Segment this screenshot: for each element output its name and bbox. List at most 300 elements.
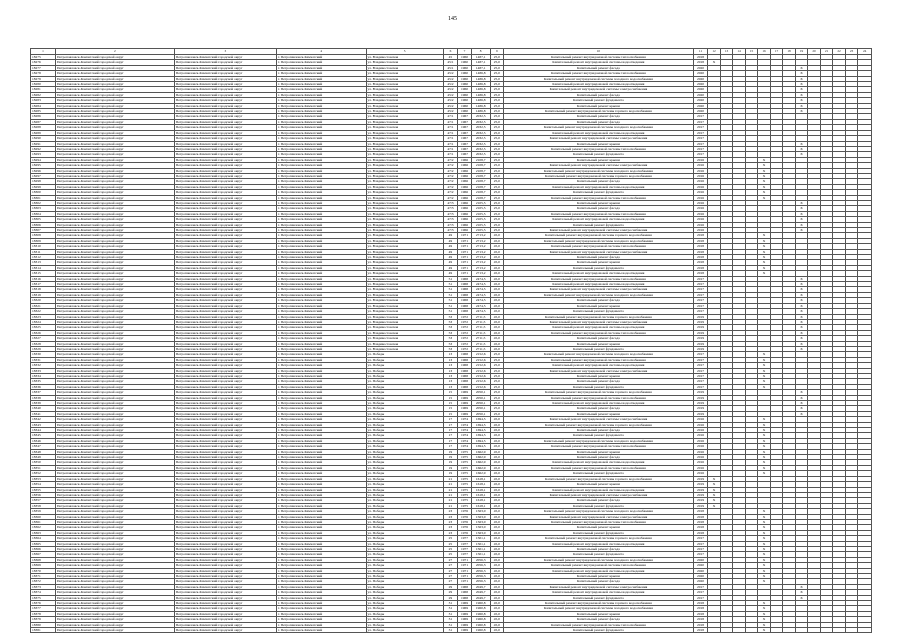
work-type-cell: Капитальный ремонт фундамента (504, 190, 694, 195)
column-header: 17 (770, 49, 783, 55)
year-built-cell: 1967 (458, 130, 472, 135)
work-type-cell: Капитальный ремонт внутридомовой системы водоотведения (504, 130, 694, 135)
repair-year-cell: 2017 (693, 373, 708, 378)
work-type-cell: Капитальный ремонт внутридомовой системы электроснабжения (504, 87, 694, 92)
area-cell: 2050,1 (471, 406, 490, 411)
wear-cell: 45,0 (490, 422, 504, 427)
repair-year-cell: 2018 (693, 244, 708, 249)
repair-year-cell: 2020 (693, 76, 708, 81)
municipality-cell: Петропавловск-Камчатский городской округ (174, 563, 276, 568)
wear-cell: 25,0 (490, 109, 504, 114)
district-cell: Петропавловск-Камчатский городской округ (56, 401, 175, 406)
area-cell: 2713,2 (471, 233, 490, 238)
row-number: 18310 (31, 244, 56, 249)
municipality-cell: Петропавловск-Камчатский городской округ (174, 309, 276, 314)
locality-cell: г. Петропавловск-Камчатский (276, 157, 366, 162)
locality-cell: г. Петропавловск-Камчатский (276, 438, 366, 443)
work-type-cell: Капитальный ремонт внутридомовой системы горячего водоснабжения (504, 422, 694, 427)
mark-cell: X (795, 406, 808, 411)
area-cell: 1662,9 (471, 449, 490, 454)
mark-cell: X (795, 222, 808, 227)
row-number: 18353 (31, 476, 56, 481)
work-type-cell: Капитальный ремонт фундамента (504, 222, 694, 227)
locality-cell: г. Петропавловск-Камчатский (276, 390, 366, 395)
street-cell: ул. Владивостокская (366, 276, 443, 281)
locality-cell: г. Петропавловск-Камчатский (276, 590, 366, 595)
wear-cell: 45,0 (490, 487, 504, 492)
repair-year-cell: 2020 (693, 574, 708, 579)
repair-year-cell: 2017 (693, 309, 708, 314)
work-type-cell: Капитальный ремонт крыши (504, 373, 694, 378)
locality-cell: г. Петропавловск-Камчатский (276, 368, 366, 373)
locality-cell: г. Петропавловск-Камчатский (276, 319, 366, 324)
repair-year-cell: 2018 (693, 255, 708, 260)
row-number: 18276 (31, 60, 56, 65)
repair-year-cell: 2016 (693, 168, 708, 173)
street-cell: ул. Владивостокская (366, 184, 443, 189)
district-cell: Петропавловск-Камчатский городской округ (56, 195, 175, 200)
row-number: 18332 (31, 363, 56, 368)
year-built-cell: 1969 (458, 601, 472, 606)
repair-year-cell: 2018 (693, 55, 708, 60)
municipality-cell: Петропавловск-Камчатский городской округ (174, 87, 276, 92)
street-cell: ул. Владивостокская (366, 87, 443, 92)
mark-cell: X (758, 422, 771, 427)
repair-year-cell: 2017 (693, 541, 708, 546)
municipality-cell: Петропавловск-Камчатский городской округ (174, 228, 276, 233)
wear-cell: 45,0 (490, 325, 504, 330)
year-built-cell: 1975 (458, 487, 472, 492)
municipality-cell: Петропавловск-Камчатский городской округ (174, 514, 276, 519)
house-number-cell: 45/1 (443, 60, 458, 65)
wear-cell: 25,0 (490, 168, 504, 173)
column-header: 15 (745, 49, 758, 55)
wear-cell: 45,0 (490, 498, 504, 503)
work-type-cell: Капитальный ремонт внутридомовой системы электроснабжения (504, 249, 694, 254)
municipality-cell: Петропавловск-Камчатский городской округ (174, 336, 276, 341)
mark-cell: X (758, 563, 771, 568)
street-cell: ул. Победы (366, 395, 443, 400)
locality-cell: г. Петропавловск-Камчатский (276, 141, 366, 146)
wear-cell: 25,0 (490, 163, 504, 168)
work-type-cell: Капитальный ремонт внутридомовой системы холодного водоснабжения (504, 125, 694, 130)
street-cell: ул. Владивостокская (366, 200, 443, 205)
column-header: 19 (795, 49, 808, 55)
house-number-cell: 25 (443, 536, 458, 541)
wear-cell: 45,0 (490, 579, 504, 584)
repair-year-cell: 2020 (693, 87, 708, 92)
street-cell: ул. Владивостокская (366, 336, 443, 341)
district-cell: Петропавловск-Камчатский городской округ (56, 590, 175, 595)
district-cell: Петропавловск-Камчатский городской округ (56, 622, 175, 627)
mark-cell: X (795, 206, 808, 211)
district-cell: Петропавловск-Камчатский городской округ (56, 492, 175, 497)
house-number-cell: 21 (443, 482, 458, 487)
locality-cell: г. Петропавловск-Камчатский (276, 411, 366, 416)
street-cell: ул. Победы (366, 617, 443, 622)
work-type-cell: Капитальный ремонт внутридомовой системы горячего водоснабжения (504, 536, 694, 541)
district-cell: Петропавловск-Камчатский городской округ (56, 238, 175, 243)
district-cell: Петропавловск-Камчатский городской округ (56, 482, 175, 487)
wear-cell: 45,0 (490, 319, 504, 324)
municipality-cell: Петропавловск-Камчатский городской округ (174, 341, 276, 346)
wear-cell: 45,0 (490, 617, 504, 622)
year-built-cell: 1975 (458, 471, 472, 476)
wear-cell: 25,0 (490, 363, 504, 368)
municipality-cell: Петропавловск-Камчатский городской округ (174, 109, 276, 114)
work-type-cell: Капитальный ремонт фундамента (504, 433, 694, 438)
area-cell: 1618,1 (471, 487, 490, 492)
house-number-cell: 53 (443, 336, 458, 341)
municipality-cell: Петропавловск-Камчатский городской округ (174, 136, 276, 141)
wear-cell: 25,0 (490, 119, 504, 124)
mark-cell: X (758, 265, 771, 270)
district-cell: Петропавловск-Камчатский городской округ (56, 525, 175, 530)
year-built-cell: 1974 (458, 422, 472, 427)
street-cell: ул. Победы (366, 384, 443, 389)
municipality-cell: Петропавловск-Камчатский городской округ (174, 384, 276, 389)
area-cell: 2105,5 (471, 222, 490, 227)
column-header: 24 (858, 49, 872, 55)
column-header: 10 (504, 49, 694, 55)
wear-cell: 25,0 (490, 76, 504, 81)
year-built-cell: 1969 (458, 611, 472, 616)
wear-cell: 45,0 (490, 417, 504, 422)
wear-cell: 45,0 (490, 244, 504, 249)
work-type-cell: Капитальный ремонт внутридомовой системы горячего водоснабжения (504, 233, 694, 238)
locality-cell: г. Петропавловск-Камчатский (276, 395, 366, 400)
house-number-cell: 47/2 (443, 168, 458, 173)
street-cell: ул. Победы (366, 595, 443, 600)
row-number: 18315 (31, 271, 56, 276)
district-cell: Петропавловск-Камчатский городской округ (56, 82, 175, 87)
row-number: 18289 (31, 130, 56, 135)
work-type-cell: Капитальный ремонт фасада (504, 379, 694, 384)
repair-year-cell: 2018 (693, 60, 708, 65)
year-built-cell: 1972 (458, 314, 472, 319)
locality-cell: г. Петропавловск-Камчатский (276, 611, 366, 616)
wear-cell: 25,0 (490, 157, 504, 162)
area-cell: 1694,5 (471, 428, 490, 433)
area-cell: 1486,8 (471, 92, 490, 97)
repair-year-cell: 2019 (693, 503, 708, 508)
repair-year-cell: 2020 (693, 103, 708, 108)
municipality-cell: Петропавловск-Камчатский городской округ (174, 179, 276, 184)
street-cell: ул. Владивостокская (366, 76, 443, 81)
repair-year-cell: 2019 (693, 492, 708, 497)
repair-year-cell: 2017 (693, 146, 708, 151)
repair-year-cell: 2016 (693, 460, 708, 465)
row-number: 18305 (31, 217, 56, 222)
work-type-cell: Капитальный ремонт фасада (504, 546, 694, 551)
year-built-cell: 1966 (458, 184, 472, 189)
repair-year-cell: 2019 (693, 341, 708, 346)
year-built-cell: 1972 (458, 325, 472, 330)
area-cell: 2105,5 (471, 200, 490, 205)
area-cell: 2050,1 (471, 411, 490, 416)
locality-cell: г. Петропавловск-Камчатский (276, 206, 366, 211)
repair-year-cell: 2017 (693, 303, 708, 308)
row-number: 18372 (31, 579, 56, 584)
repair-year-cell: 2018 (693, 622, 708, 627)
repair-year-cell: 2020 (693, 65, 708, 70)
area-cell: 1662,9 (471, 465, 490, 470)
work-type-cell: Капитальный ремонт крыши (504, 574, 694, 579)
repair-year-cell: 2016 (693, 428, 708, 433)
row-number: 18342 (31, 417, 56, 422)
year-built-cell: 1968 (458, 309, 472, 314)
repair-year-cell: 2016 (693, 184, 708, 189)
municipality-cell: Петропавловск-Камчатский городской округ (174, 146, 276, 151)
repair-year-cell: 2019 (693, 325, 708, 330)
street-cell: ул. Владивостокская (366, 292, 443, 297)
municipality-cell: Петропавловск-Камчатский городской округ (174, 411, 276, 416)
area-cell: 1486,8 (471, 71, 490, 76)
repair-year-cell: 2019 (693, 346, 708, 351)
district-cell: Петропавловск-Камчатский городской округ (56, 563, 175, 568)
repair-year-cell: 2018 (693, 617, 708, 622)
district-cell: Петропавловск-Камчатский городской округ (56, 509, 175, 514)
repair-year-cell: 2018 (693, 509, 708, 514)
wear-cell: 45,0 (490, 444, 504, 449)
locality-cell: г. Петропавловск-Камчатский (276, 352, 366, 357)
area-cell: 1501,1 (471, 546, 490, 551)
mark-cell: X (758, 568, 771, 573)
mark-cell: X (758, 271, 771, 276)
municipality-cell: Петропавловск-Камчатский городской округ (174, 568, 276, 573)
area-cell: 2713,2 (471, 249, 490, 254)
house-number-cell: 27 (443, 574, 458, 579)
repair-year-cell: 2019 (693, 401, 708, 406)
area-cell: 2711,5 (471, 336, 490, 341)
municipality-cell: Петропавловск-Камчатский городской округ (174, 363, 276, 368)
row-number: 18341 (31, 411, 56, 416)
municipality-cell: Петропавловск-Камчатский городской округ (174, 519, 276, 524)
district-cell: Петропавловск-Камчатский городской округ (56, 579, 175, 584)
district-cell: Петропавловск-Камчатский городской округ (56, 114, 175, 119)
municipality-cell: Петропавловск-Камчатский городской округ (174, 455, 276, 460)
district-cell: Петропавловск-Камчатский городской округ (56, 330, 175, 335)
wear-cell: 45,0 (490, 287, 504, 292)
area-cell: 1563,0 (471, 514, 490, 519)
mark-cell: X (795, 325, 808, 330)
wear-cell: 25,0 (490, 195, 504, 200)
mark-cell: X (758, 574, 771, 579)
work-type-cell: Капитальный ремонт внутридомовой системы горячего водоснабжения (504, 314, 694, 319)
year-built-cell: 1969 (458, 401, 472, 406)
municipality-cell: Петропавловск-Камчатский городской округ (174, 406, 276, 411)
street-cell: ул. Победы (366, 519, 443, 524)
year-built-cell: 1971 (458, 244, 472, 249)
mark-cell: X (758, 173, 771, 178)
district-cell: Петропавловск-Камчатский городской округ (56, 249, 175, 254)
mark-cell: X (795, 109, 808, 114)
district-cell: Петропавловск-Камчатский городской округ (56, 168, 175, 173)
mark-cell: X (758, 238, 771, 243)
mark-cell: X (795, 98, 808, 103)
municipality-cell: Петропавловск-Камчатский городской округ (174, 195, 276, 200)
row-number: 18358 (31, 503, 56, 508)
house-number-cell: 45/2 (443, 103, 458, 108)
mark-cell: X (758, 260, 771, 265)
municipality-cell: Петропавловск-Камчатский городской округ (174, 92, 276, 97)
work-type-cell: Капитальный ремонт фасада (504, 298, 694, 303)
row-number: 18317 (31, 282, 56, 287)
district-cell: Петропавловск-Камчатский городской округ (56, 211, 175, 216)
house-number-cell: 13 (443, 352, 458, 357)
street-cell: ул. Победы (366, 541, 443, 546)
row-number: 18294 (31, 157, 56, 162)
year-built-cell: 1966 (458, 163, 472, 168)
street-cell: ул. Владивостокская (366, 152, 443, 157)
repair-year-cell: 2018 (693, 249, 708, 254)
wear-cell: 25,0 (490, 357, 504, 362)
work-type-cell: Капитальный ремонт внутридомовой системы теплоснабжения (504, 622, 694, 627)
street-cell: ул. Владивостокская (366, 287, 443, 292)
year-built-cell: 1960 (458, 82, 472, 87)
area-cell: 1694,5 (471, 422, 490, 427)
area-cell: 2474,5 (471, 303, 490, 308)
mark-cell: X (795, 319, 808, 324)
mark-cell: X (795, 282, 808, 287)
street-cell: ул. Победы (366, 574, 443, 579)
row-number: 18303 (31, 206, 56, 211)
locality-cell: г. Петропавловск-Камчатский (276, 211, 366, 216)
wear-cell: 25,0 (490, 60, 504, 65)
area-cell: 1694,5 (471, 417, 490, 422)
wear-cell: 45,0 (490, 433, 504, 438)
row-number: 18325 (31, 325, 56, 330)
street-cell: ул. Владивостокская (366, 217, 443, 222)
locality-cell: г. Петропавловск-Камчатский (276, 60, 366, 65)
year-built-cell: 1977 (458, 541, 472, 546)
area-cell: 1563,0 (471, 519, 490, 524)
year-built-cell: 1968 (458, 363, 472, 368)
row-number: 18318 (31, 287, 56, 292)
work-type-cell: Капитальный ремонт фасада (504, 617, 694, 622)
house-number-cell: 19 (443, 465, 458, 470)
house-number-cell: 15 (443, 406, 458, 411)
work-type-cell: Капитальный ремонт крыши (504, 611, 694, 616)
area-cell: 1960,8 (471, 617, 490, 622)
work-type-cell: Капитальный ремонт крыши (504, 200, 694, 205)
mark-cell: X (795, 330, 808, 335)
street-cell: ул. Владивостокская (366, 125, 443, 130)
row-number: 18350 (31, 460, 56, 465)
area-cell: 2152,6 (471, 352, 490, 357)
page-number: 145 (448, 16, 457, 22)
house-number-cell: 13 (443, 363, 458, 368)
mark-cell: X (795, 71, 808, 76)
municipality-cell: Петропавловск-Камчатский городской округ (174, 265, 276, 270)
work-type-cell: Капитальный ремонт крыши (504, 341, 694, 346)
mark-cell: X (708, 503, 721, 508)
house-number-cell: 49 (443, 271, 458, 276)
house-number-cell: 51 (443, 303, 458, 308)
area-cell: 2049,7 (471, 584, 490, 589)
street-cell: ул. Владивостокская (366, 65, 443, 70)
house-number-cell: 17 (443, 417, 458, 422)
municipality-cell: Петропавловск-Камчатский городской округ (174, 119, 276, 124)
wear-cell: 45,0 (490, 541, 504, 546)
wear-cell: 45,0 (490, 314, 504, 319)
mark-cell: X (758, 249, 771, 254)
area-cell: 2474,5 (471, 292, 490, 297)
district-cell: Петропавловск-Камчатский городской округ (56, 465, 175, 470)
locality-cell: г. Петропавловск-Камчатский (276, 98, 366, 103)
district-cell: Петропавловск-Камчатский городской округ (56, 255, 175, 260)
wear-cell: 45,0 (490, 303, 504, 308)
locality-cell: г. Петропавловск-Камчатский (276, 287, 366, 292)
repair-year-cell: 2019 (693, 395, 708, 400)
municipality-cell: Петропавловск-Камчатский городской округ (174, 530, 276, 535)
mark-cell: X (758, 514, 771, 519)
work-type-cell: Капитальный ремонт внутридомовой системы водоотведения (504, 541, 694, 546)
municipality-cell: Петропавловск-Камчатский городской округ (174, 552, 276, 557)
wear-cell: 25,0 (490, 173, 504, 178)
street-cell: ул. Победы (366, 455, 443, 460)
district-cell: Петропавловск-Камчатский городской округ (56, 60, 175, 65)
wear-cell: 45,0 (490, 606, 504, 611)
district-cell: Петропавловск-Камчатский городской округ (56, 546, 175, 551)
municipality-cell: Петропавловск-Камчатский городской округ (174, 498, 276, 503)
street-cell: ул. Победы (366, 438, 443, 443)
wear-cell: 45,0 (490, 455, 504, 460)
year-built-cell: 1967 (458, 136, 472, 141)
mark-cell: X (758, 384, 771, 389)
repair-year-cell: 2018 (693, 525, 708, 530)
street-cell: ул. Владивостокская (366, 55, 443, 60)
street-cell: ул. Победы (366, 487, 443, 492)
year-built-cell: 1966 (458, 190, 472, 195)
district-cell: Петропавловск-Камчатский городской округ (56, 395, 175, 400)
municipality-cell: Петропавловск-Камчатский городской округ (174, 422, 276, 427)
work-type-cell: Капитальный ремонт внутридомовой системы горячего водоснабжения (504, 173, 694, 178)
locality-cell: г. Петропавловск-Камчатский (276, 200, 366, 205)
row-number: 18323 (31, 314, 56, 319)
wear-cell: 45,0 (490, 309, 504, 314)
repair-year-cell: 2016 (693, 438, 708, 443)
year-built-cell: 1967 (458, 146, 472, 151)
wear-cell: 45,0 (490, 574, 504, 579)
row-number: 18311 (31, 249, 56, 254)
district-cell: Петропавловск-Камчатский городской округ (56, 292, 175, 297)
house-number-cell: 31 (443, 606, 458, 611)
municipality-cell: Петропавловск-Камчатский городской округ (174, 525, 276, 530)
work-type-cell: Капитальный ремонт фасада (504, 428, 694, 433)
mark-cell: X (795, 276, 808, 281)
municipality-cell: Петропавловск-Камчатский городской округ (174, 444, 276, 449)
street-cell: ул. Победы (366, 579, 443, 584)
wear-cell: 45,0 (490, 584, 504, 589)
area-cell: 2152,6 (471, 363, 490, 368)
area-cell: 1694,5 (471, 433, 490, 438)
locality-cell: г. Петропавловск-Камчатский (276, 606, 366, 611)
mark-cell: X (708, 476, 721, 481)
municipality-cell: Петропавловск-Камчатский городской округ (174, 55, 276, 60)
area-cell: 2474,5 (471, 287, 490, 292)
repair-year-cell: 2016 (693, 449, 708, 454)
house-number-cell: 47/3 (443, 211, 458, 216)
work-type-cell: Капитальный ремонт внутридомовой системы теплоснабжения (504, 55, 694, 60)
area-cell: 1662,9 (471, 455, 490, 460)
locality-cell: г. Петропавловск-Камчатский (276, 433, 366, 438)
street-cell: ул. Владивостокская (366, 298, 443, 303)
locality-cell: г. Петропавловск-Камчатский (276, 82, 366, 87)
municipality-cell: Петропавловск-Камчатский городской округ (174, 141, 276, 146)
house-number-cell: 51 (443, 298, 458, 303)
mark-cell: X (795, 152, 808, 157)
